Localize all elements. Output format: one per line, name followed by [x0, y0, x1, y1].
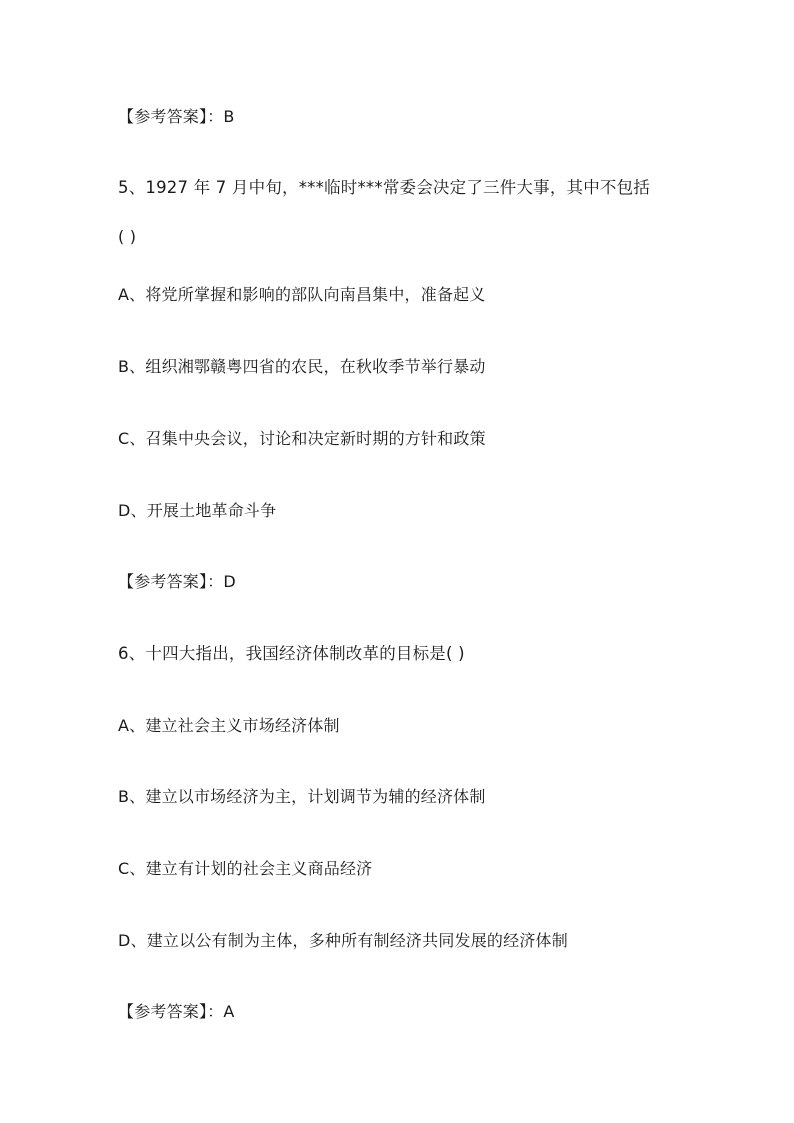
question-5-answer-key: 【参考答案】：D — [118, 572, 236, 591]
question-5-stem-line-1: 5、1927 年 7 月中旬，***临时***常委会决定了三件大事，其中不包括 — [118, 178, 651, 197]
question-6-option-d: D、建立以公有制为主体，多种所有制经济共同发展的经济体制 — [118, 931, 568, 950]
question-6-option-a: A、建立社会主义市场经济体制 — [118, 716, 340, 735]
answer-key-previous: 【参考答案】：B — [118, 107, 235, 126]
question-5-option-d: D、开展土地革命斗争 — [118, 501, 277, 520]
question-6-option-b: B、建立以市场经济为主，计划调节为辅的经济体制 — [118, 787, 486, 806]
question-6-option-c: C、建立有计划的社会主义商品经济 — [118, 859, 373, 878]
question-5-option-b: B、组织湘鄂赣粤四省的农民，在秋收季节举行暴动 — [118, 357, 486, 376]
question-5-option-a: A、将党所掌握和影响的部队向南昌集中，准备起义 — [118, 285, 486, 304]
question-5-stem-line-2: ( ) — [118, 227, 137, 246]
question-5-option-c: C、召集中央会议，讨论和决定新时期的方针和政策 — [118, 429, 486, 448]
question-6-answer-key: 【参考答案】：A — [118, 1002, 235, 1021]
question-6-stem: 6、十四大指出，我国经济体制改革的目标是( ) — [118, 644, 465, 663]
